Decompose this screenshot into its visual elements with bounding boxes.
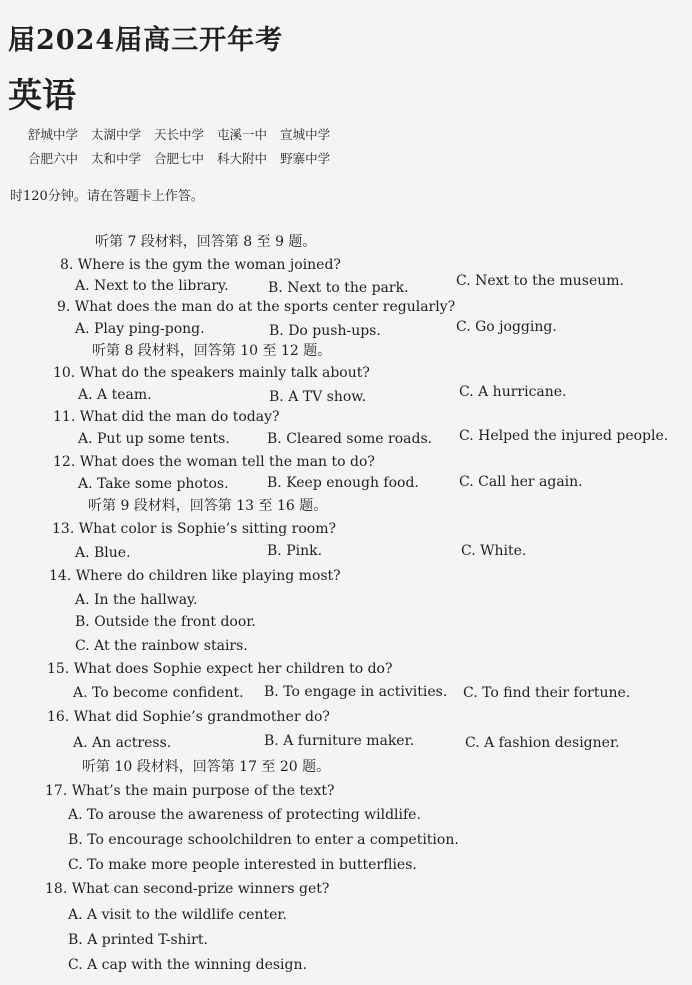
- option-c: C. A hurricane.: [459, 384, 567, 400]
- exam-notice: 时120分钟。请在答题卡上作答。: [10, 189, 204, 204]
- question-12: 12. What does the woman tell the man to do?: [53, 454, 375, 470]
- question-8: 8. Where is the gym the woman joined?: [60, 257, 341, 273]
- school-row-1: [28, 122, 330, 146]
- option-a: A. To arouse the awareness of protecting wildlife.: [68, 807, 421, 823]
- school-name: 太和中学: [91, 151, 142, 166]
- option-b: B. A furniture maker.: [264, 733, 415, 749]
- option-b: B. Next to the park.: [268, 280, 409, 296]
- question-9: 9. What does the man do at the sports center regularly?: [57, 299, 456, 315]
- school-name: 舒城中学: [28, 127, 79, 142]
- option-c: C. To make more people interested in butterflies.: [68, 857, 417, 873]
- question-18: 18. What can second-prize winners get?: [45, 881, 330, 897]
- option-a: A. Take some photos.: [78, 476, 229, 492]
- option-b: B. Keep enough food.: [267, 475, 419, 491]
- school-name: 科大附中: [217, 151, 268, 166]
- school-name: 宣城中学: [280, 127, 331, 142]
- school-name: 合肥六中: [28, 151, 79, 166]
- option-c: C. White.: [461, 543, 527, 559]
- option-b: B. A printed T-shirt.: [68, 932, 208, 948]
- school-name: 天长中学: [154, 127, 205, 142]
- school-name: 屯溪一中: [217, 127, 268, 142]
- option-a: A. An actress.: [73, 735, 172, 751]
- option-b: B. To engage in activities.: [264, 684, 448, 700]
- option-c: C. Go jogging.: [456, 319, 557, 335]
- question-17: 17. What’s the main purpose of the text?: [45, 783, 335, 799]
- option-b: B. To encourage schoolchildren to enter a competition.: [68, 832, 459, 848]
- question-11: 11. What did the man do today?: [53, 409, 280, 425]
- option-b: B. Pink.: [267, 543, 323, 559]
- section-heading: 听第 10 段材料，回答第 17 至 20 题。: [82, 759, 331, 775]
- option-c: C. Helped the injured people.: [459, 428, 669, 444]
- option-c: C. To find their fortune.: [463, 685, 631, 701]
- option-c: C. Next to the museum.: [456, 273, 625, 289]
- option-b: B. Cleared some roads.: [267, 431, 433, 447]
- school-name: 合肥七中: [154, 151, 205, 166]
- option-c: C. Call her again.: [459, 474, 583, 490]
- option-a: A. Play ping-pong.: [75, 321, 205, 337]
- option-c: C. A fashion designer.: [465, 735, 620, 751]
- section-heading: 听第 7 段材料，回答第 8 至 9 题。: [95, 234, 317, 250]
- question-10: 10. What do the speakers mainly talk about?: [53, 365, 370, 381]
- school-name: 野寨中学: [280, 151, 331, 166]
- option-b: B. Outside the front door.: [75, 614, 256, 630]
- section-heading: 听第 8 段材料，回答第 10 至 12 题。: [92, 343, 332, 359]
- option-a: A. A team.: [78, 387, 152, 403]
- question-13: 13. What color is Sophie’s sitting room?: [52, 521, 336, 537]
- option-a: A. In the hallway.: [75, 592, 198, 608]
- exam-title: 届2024届高三开年考: [8, 25, 284, 56]
- school-list: [28, 122, 330, 170]
- school-row-2: [28, 146, 330, 170]
- subject-title: 英语: [8, 76, 76, 116]
- option-a: A. To become confident.: [73, 685, 244, 701]
- option-a: A. Put up some tents.: [78, 431, 230, 447]
- option-a: A. Blue.: [75, 545, 131, 561]
- option-a: A. Next to the library.: [75, 278, 229, 294]
- question-14: 14. Where do children like playing most?: [49, 568, 341, 584]
- option-b: B. Do push-ups.: [269, 323, 381, 339]
- school-name: 太湖中学: [91, 127, 142, 142]
- option-a: A. A visit to the wildlife center.: [68, 907, 288, 923]
- section-heading: 听第 9 段材料，回答第 13 至 16 题。: [88, 498, 328, 514]
- option-c: C. At the rainbow stairs.: [75, 638, 248, 654]
- option-b: B. A TV show.: [269, 389, 367, 405]
- question-15: 15. What does Sophie expect her children to do?: [47, 661, 393, 677]
- question-16: 16. What did Sophie’s grandmother do?: [47, 709, 330, 725]
- option-c: C. A cap with the winning design.: [68, 957, 307, 973]
